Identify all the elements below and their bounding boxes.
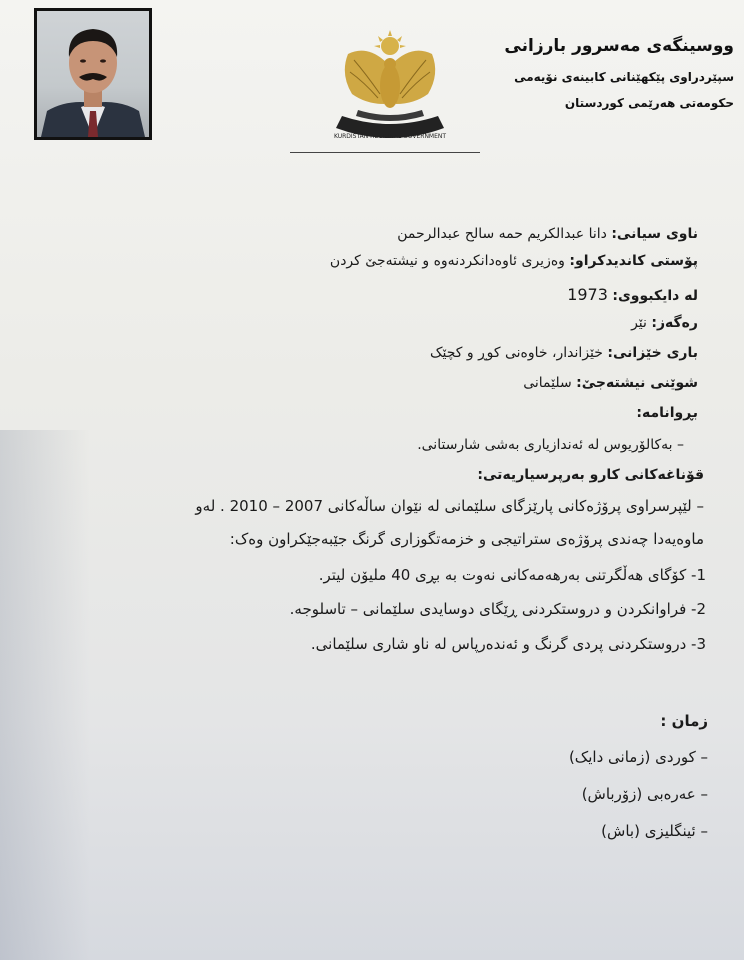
office-subtitle: سپێردراوی پێکهێنانی کابینەی نۆیەمی — [514, 70, 734, 84]
marital-label: باری خێزانی: — [607, 345, 698, 361]
field-position — [330, 253, 698, 269]
field-gender — [631, 315, 698, 331]
marital-value: خێزاندار، خاوەنی کوڕ و کچێک — [429, 345, 603, 361]
government-name: حکومەتی هەرێمی کوردستان — [564, 96, 734, 110]
languages-title: زمان : — [660, 712, 708, 730]
gender-value: نێر — [631, 315, 647, 331]
field-residence — [523, 375, 698, 391]
name-value: دانا عبدالكريم حمه سالح عبدالرحمن — [397, 226, 607, 242]
career-title: قۆناغەکانی کارو بەرپرسیاریەتی: — [477, 467, 704, 483]
birth-label: لە دایکبووی: — [612, 288, 698, 304]
career-item-1: 1- کۆگای هەڵگرتنی بەرهەمەکانی نەوت بە بڕی 40 ملیۆن لیتر. — [318, 566, 706, 584]
page-shadow — [0, 430, 90, 960]
divider-line — [290, 152, 480, 153]
position-value: وەزیری ئاوەدانکردنەوە و نیشتەجێ کردن — [329, 253, 565, 269]
field-name — [397, 226, 698, 242]
career-line-1: – لێپرسراوی پرۆژەکانی پارێزگای سلێمانی لە نێوان ساڵەکانی 2007 – 2010 . لەو — [195, 497, 704, 515]
education-item: – بەکالۆریوس لە ئەندازیاری بەشی شارستانی. — [417, 437, 684, 453]
office-title: ووسینگەی مەسرور بارزانی — [504, 36, 734, 56]
field-marital — [430, 345, 698, 361]
education-title: بڕوانامە: — [636, 405, 698, 421]
name-label: ناوی سیانی: — [611, 226, 698, 242]
career-item-2: 2- فراوانکردن و دروستکردنی ڕێگای دوسایدی سلێمانی – تاسلوجە. — [289, 600, 706, 618]
position-label: پۆستی کاندیدکراو: — [569, 253, 698, 269]
residence-value: سلێمانی — [523, 375, 572, 391]
language-item-2: – عەرەبی (زۆرباش) — [581, 785, 708, 803]
portrait-photo — [34, 8, 152, 140]
krg-emblem — [318, 24, 462, 144]
career-line-2: ماوەیەدا چەندی پرۆژەی ستراتیجی و خزمەتگوزاری گرنگ جێبەجێکراون وەک: — [229, 530, 704, 548]
residence-label: شوێنی نیشتەجێ: — [576, 375, 698, 391]
birth-value: 1973 — [567, 285, 608, 304]
emblem-caption: KURDISTAN REGIONAL GOVERNMENT — [333, 133, 447, 140]
language-item-1: – کوردی (زمانی دایک) — [568, 748, 708, 766]
language-item-3: – ئینگلیزی (باش) — [601, 822, 708, 840]
career-item-3: 3- دروستکردنی پردی گرنگ و ئەندەرپاس لە ناو شاری سلێمانی. — [310, 635, 706, 653]
gender-label: رەگەز: — [651, 315, 698, 331]
field-birth — [567, 285, 698, 304]
